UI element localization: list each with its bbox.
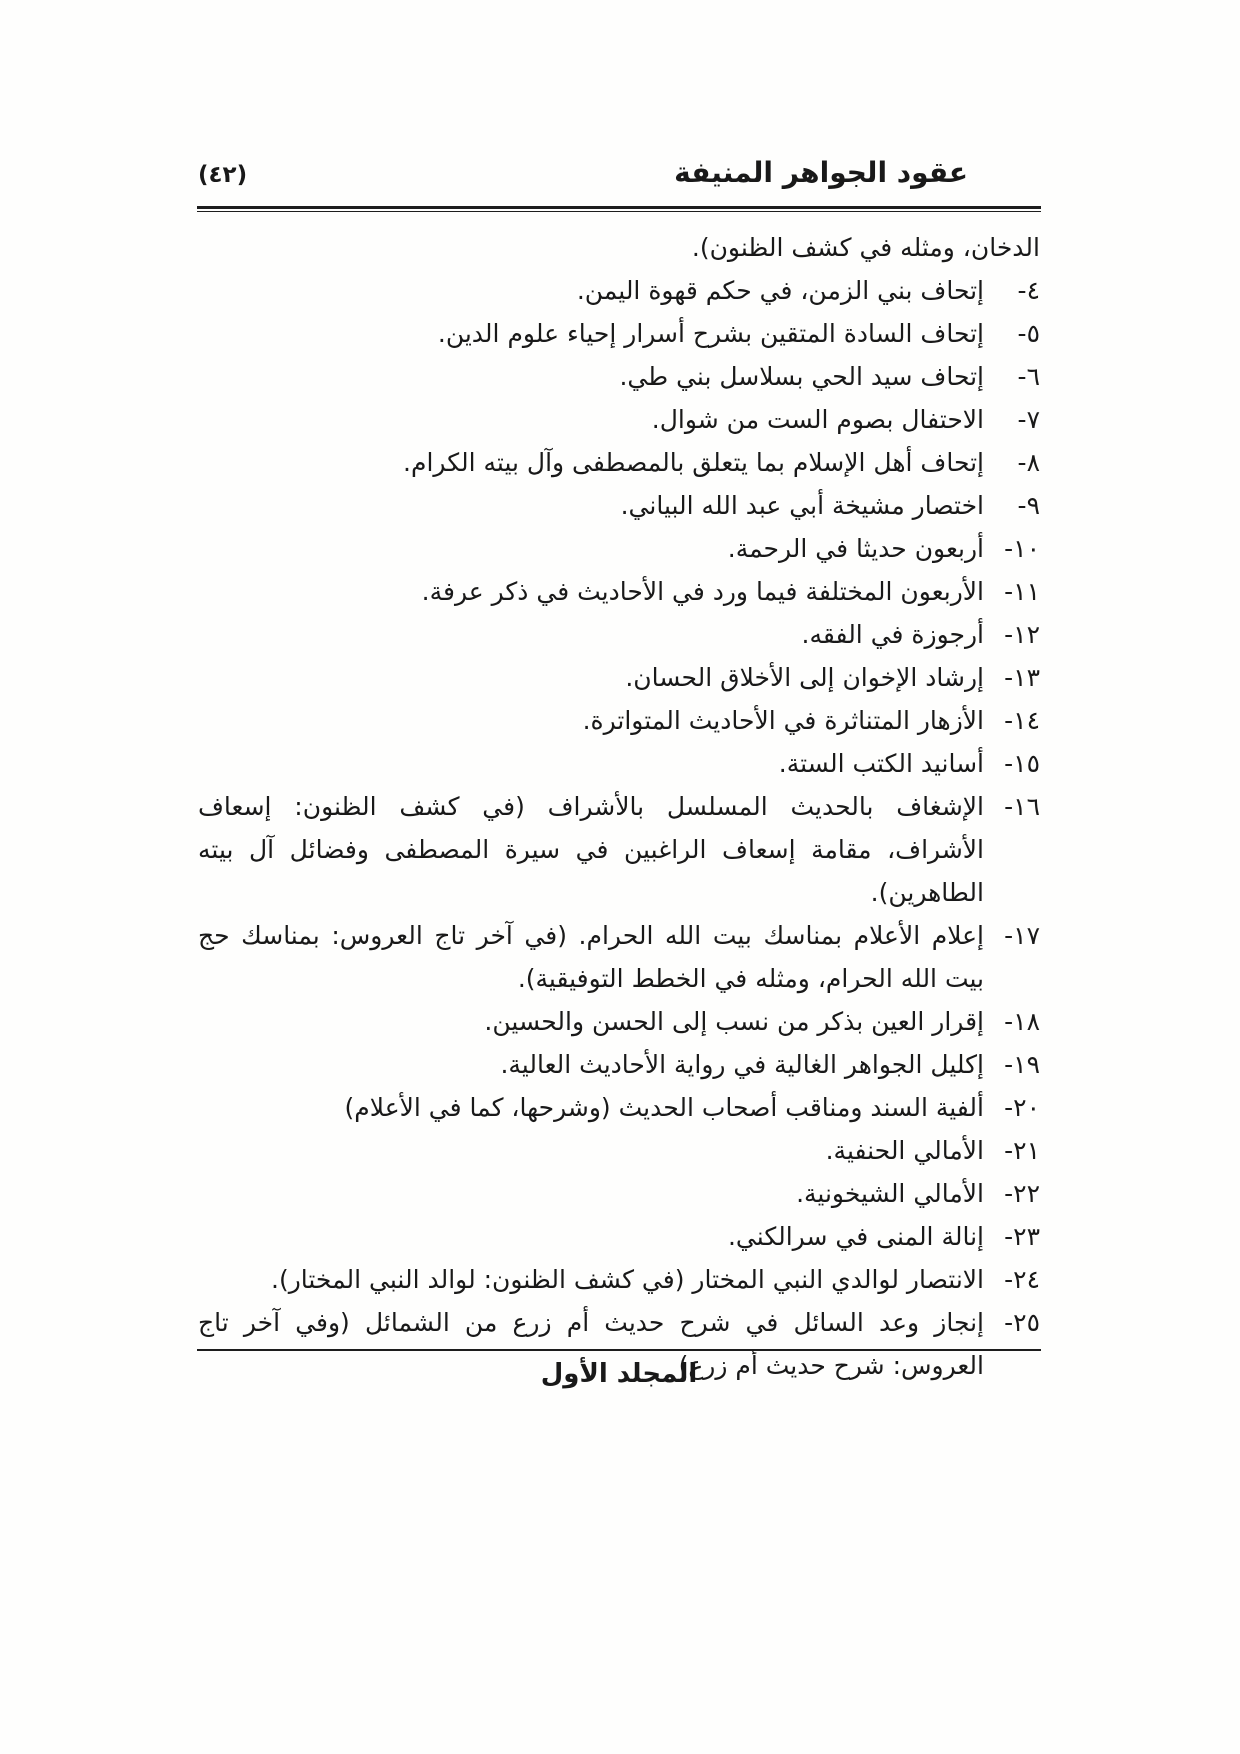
page-footer bbox=[197, 1349, 1041, 1389]
item-text: إعلام الأعلام بمناسك بيت الله الحرام. (في آخر تاج العروس: بمناسك حج بيت الله الحرام، ومثله في الخطط التوفيقية). bbox=[198, 921, 984, 993]
item-number: ٨- bbox=[1017, 448, 1040, 477]
list-item bbox=[198, 1172, 1040, 1215]
item-number: ١٥- bbox=[1004, 749, 1040, 778]
list-item bbox=[198, 1215, 1040, 1258]
list-item bbox=[198, 742, 1040, 785]
list-item bbox=[198, 355, 1040, 398]
item-number: ٦- bbox=[1017, 362, 1040, 391]
item-number: ٢٢- bbox=[1004, 1179, 1040, 1208]
header-double-rule bbox=[197, 206, 1041, 212]
item-text: اختصار مشيخة أبي عبد الله البياني. bbox=[620, 491, 984, 520]
list-item bbox=[198, 1258, 1040, 1301]
item-number: ١٩- bbox=[1004, 1050, 1040, 1079]
item-text: إتحاف سيد الحي بسلاسل بني طي. bbox=[619, 362, 984, 391]
item-text: أربعون حديثا في الرحمة. bbox=[727, 534, 984, 563]
item-text: ألفية السند ومناقب أصحاب الحديث (وشرحها، كما في الأعلام) bbox=[344, 1093, 984, 1122]
item-number: ٢٣- bbox=[1004, 1222, 1040, 1251]
item-text: الأمالي الحنفية. bbox=[825, 1136, 984, 1165]
item-text: أرجوزة في الفقه. bbox=[801, 620, 984, 649]
item-text: إنجاز وعد السائل في شرح حديث أم زرع من الشمائل (وفي آخر تاج العروس: شرح حديث أم زرع) bbox=[198, 1308, 984, 1380]
item-text: إتحاف أهل الإسلام بما يتعلق بالمصطفى وآل بيته الكرام. bbox=[403, 448, 984, 477]
item-number: ٢٤- bbox=[1004, 1265, 1040, 1294]
item-text: الانتصار لوالدي النبي المختار (في كشف الظنون: لوالد النبي المختار). bbox=[271, 1265, 984, 1294]
page-header bbox=[198, 156, 1040, 189]
list-item bbox=[198, 914, 1040, 1000]
continuation-line: الدخان، ومثله في كشف الظنون). bbox=[691, 233, 1040, 262]
item-text: أسانيد الكتب الستة. bbox=[778, 749, 984, 778]
list-item bbox=[198, 1129, 1040, 1172]
item-text: إتحاف السادة المتقين بشرح أسرار إحياء علوم الدين. bbox=[437, 319, 984, 348]
volume-label: المجلد الأول bbox=[540, 1359, 698, 1389]
list-item bbox=[198, 656, 1040, 699]
item-number: ٩- bbox=[1017, 491, 1040, 520]
page-number: (٤٢) bbox=[198, 162, 248, 188]
item-number: ١٣- bbox=[1004, 663, 1040, 692]
item-number: ٥- bbox=[1017, 319, 1040, 348]
item-number: ١١- bbox=[1004, 577, 1040, 606]
list-item bbox=[198, 1000, 1040, 1043]
item-text: الإشغاف بالحديث المسلسل بالأشراف (في كشف الظنون: إسعاف الأشراف، مقامة إسعاف الراغبين في سيرة المصطفى وفضائل آل بيته الطاهرين). bbox=[198, 792, 984, 907]
list-item bbox=[198, 269, 1040, 312]
item-number: ٢١- bbox=[1004, 1136, 1040, 1165]
item-number: ٢٠- bbox=[1004, 1093, 1040, 1122]
list-item bbox=[198, 398, 1040, 441]
list-item bbox=[198, 613, 1040, 656]
item-number: ٢٥- bbox=[1004, 1308, 1040, 1337]
list-item bbox=[198, 1043, 1040, 1086]
list-item bbox=[198, 570, 1040, 613]
item-text: الأزهار المتناثرة في الأحاديث المتواترة. bbox=[582, 706, 984, 735]
item-number: ١٢- bbox=[1004, 620, 1040, 649]
item-text: الأمالي الشيخونية. bbox=[796, 1179, 984, 1208]
item-text: إرشاد الإخوان إلى الأخلاق الحسان. bbox=[625, 663, 984, 692]
list-item bbox=[198, 1086, 1040, 1129]
item-text: إكليل الجواهر الغالية في رواية الأحاديث العالية. bbox=[500, 1050, 984, 1079]
page-body bbox=[198, 226, 1040, 1387]
item-number: ٤- bbox=[1017, 276, 1040, 305]
item-number: ٧- bbox=[1017, 405, 1040, 434]
list-item bbox=[198, 527, 1040, 570]
item-number: ١٤- bbox=[1004, 706, 1040, 735]
item-number: ١٧- bbox=[1004, 921, 1040, 950]
list-item bbox=[198, 785, 1040, 914]
list-item bbox=[198, 699, 1040, 742]
item-text: إتحاف بني الزمن، في حكم قهوة اليمن. bbox=[576, 276, 984, 305]
item-number: ١٦- bbox=[1004, 792, 1040, 821]
item-text: إنالة المنى في سرالكني. bbox=[727, 1222, 984, 1251]
item-number: ١٠- bbox=[1004, 534, 1040, 563]
list-item bbox=[198, 484, 1040, 527]
list-item bbox=[198, 441, 1040, 484]
book-title: عقود الجواهر المنيفة bbox=[674, 156, 968, 189]
list-item bbox=[198, 312, 1040, 355]
item-number: ١٨- bbox=[1004, 1007, 1040, 1036]
item-text: الأربعون المختلفة فيما ورد في الأحاديث في ذكر عرفة. bbox=[421, 577, 984, 606]
item-text: إقرار العين بذكر من نسب إلى الحسن والحسين. bbox=[484, 1007, 984, 1036]
item-text: الاحتفال بصوم الست من شوال. bbox=[651, 405, 984, 434]
